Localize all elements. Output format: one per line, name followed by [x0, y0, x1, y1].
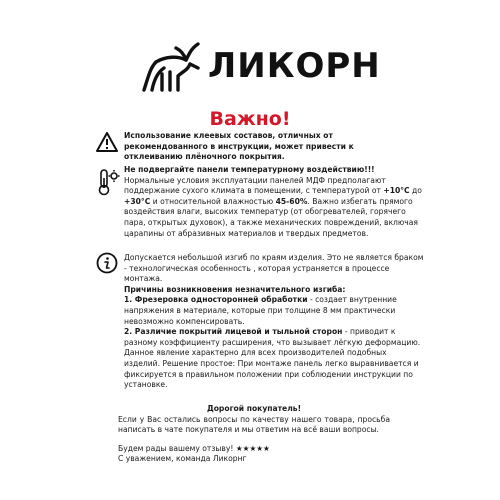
warning-triangle-icon — [96, 132, 118, 156]
reason-1 — [124, 295, 424, 327]
reasons-heading: Причины возникновения незначительного изгиба: — [124, 284, 346, 294]
feedback-text: Будем рады вашему отзыву! — [118, 443, 234, 453]
temp-text-part1: Нормальные условия эксплуатации панелей МДФ предполагают поддержание сухого климата в помещении, с температурой от — [124, 175, 386, 196]
rating-stars: ★★★★★ — [235, 443, 270, 453]
temp-text-part3: и относительной влажностью — [150, 196, 276, 206]
temperature-heading: Не подвергайте панели температурному воздействию!!! — [124, 165, 375, 174]
brand-logo — [140, 38, 381, 98]
reason-2-text: - приводит к разному коэффициенту расширения, что вызывает лёгкую деформацию. Данное явление характерно для всех производителей подобных изделий. Решение простое: При монтаже панель легко выравнивается и фиксируется в правильном положении при соблюдении инструкции по установке. — [124, 327, 421, 390]
reason-2-title: 2. Различие покрытий лицевой и тыльной сторон — [124, 327, 343, 337]
feedback-line — [118, 444, 390, 455]
footer-body: Если у Вас остались вопросы по качеству нашего товара, просьба написать в чате покупателя и мы ответим на всё ваши вопросы. — [118, 414, 390, 435]
temp-text-part4: . Важно избегать прямого воздействия влаги, высоких температур (от обогревателей, горячего пара, открытых духовок), а также механических повреждений, включая царапины от абразивных материалов и твердых предметов. — [124, 196, 418, 238]
temp-to-value: +30°C — [124, 196, 151, 206]
customer-message — [118, 404, 390, 465]
page-title: Важно! — [209, 108, 291, 130]
humidity-value: 45-60% — [275, 196, 308, 206]
reason-1-text: - создает внутренние напряжения в материале, которые при толщине 8 мм практически невозможно компенсировать. — [124, 295, 397, 326]
reason-1-title: 1. Фрезеровка односторонней обработки — [124, 295, 308, 305]
info-circle-icon — [96, 252, 118, 278]
temperature-section — [124, 165, 424, 239]
brand-name: ЛИКОРН — [208, 46, 381, 86]
temp-from-value: +10°C — [383, 186, 410, 196]
temperature-paragraph — [124, 176, 424, 240]
reason-2 — [124, 327, 424, 391]
signature: С уважением, команда Ликорнг — [118, 454, 247, 464]
footer-heading: Дорогой покупатель! — [206, 404, 302, 413]
unicorn-logo-icon — [140, 38, 204, 98]
bend-intro-text: Допускается небольшой изгиб по краям изделия. Это не является браком - технологическая особенность , которая устраняется в процессе монтажа. — [124, 253, 424, 284]
glue-warning-text: Использование клеевых составов, отличных от рекомендованного в инструкции, может привести к отклеиванию плёночного покрытия. — [124, 131, 354, 162]
temp-text-part2: до — [409, 186, 422, 196]
bend-info-section — [124, 253, 424, 391]
thermometer-sun-icon — [96, 168, 120, 200]
